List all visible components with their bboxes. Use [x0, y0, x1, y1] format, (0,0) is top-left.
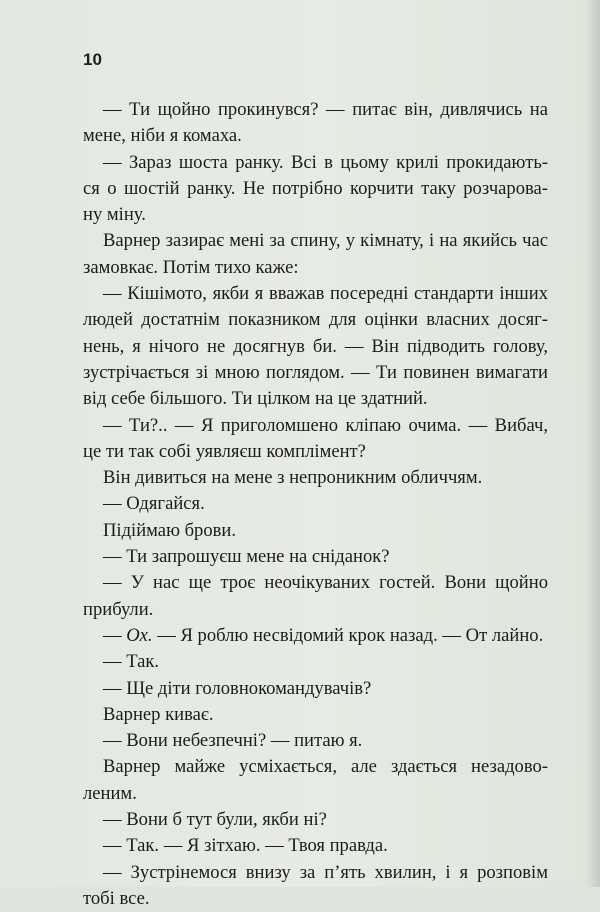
text-body: [83, 97, 548, 912]
text-line: Варнер киває.: [103, 703, 214, 725]
text-line: мене, ніби я комаха.: [83, 125, 242, 147]
text-line-end: — Я роблю несвідомий крок назад. — От лайно.: [152, 624, 544, 646]
text-line: Він дивиться на мене з непроникним обличчям.: [103, 467, 483, 489]
text-line: — Вони б тут були, якби ні?: [103, 809, 327, 831]
text-line: зустрічається зі мною поглядом. — Ти повинен вимагати: [83, 361, 548, 383]
text-line: ну міну.: [83, 204, 146, 226]
text-line: від себе більшого. Ти цілком на це здатний.: [83, 388, 428, 410]
text-line: — Зустрінемося внизу за п’ять хвилин, і я розповім: [103, 861, 548, 883]
text-line: Варнер зазирає мені за спину, у кімнату, і на якийсь час: [103, 230, 548, 252]
text-line: Підіймаю брови.: [103, 519, 237, 541]
text-line: прибули.: [83, 598, 154, 620]
text-line: — Ти щойно прокинувся? — питає він, дивлячись на: [103, 99, 548, 120]
text-line: ся о шостій ранку. Не потрібно корчити таку розчарова-: [83, 177, 548, 199]
text-line: це ти так собі уявляєш комплімент?: [83, 440, 366, 462]
text-line: леним.: [83, 782, 137, 804]
page-number: 10: [83, 50, 102, 69]
text-line: — Одягайся.: [103, 493, 205, 515]
text-line: замовкає. Потім тихо каже:: [83, 256, 299, 278]
text-line: — Ти запрошуєш мене на сніданок?: [103, 546, 390, 568]
text-line: Варнер майже усміхається, але здається незадово-: [103, 756, 548, 778]
text-line: нень, я нічого не досягнув би. — Він підводить голову,: [83, 335, 548, 357]
text-line: — Кішімото, якби я вважав посередні стандарти інших: [103, 283, 548, 305]
text-line: [83, 623, 548, 649]
text-line: — Ти?.. — Я приголомшено кліпаю очима. — Вибач,: [103, 414, 548, 436]
text-line: тобі все.: [83, 887, 150, 909]
italic-exclamation: Ох.: [126, 624, 153, 646]
text-line: — Так.: [103, 651, 160, 673]
text-line: — Так. — Я зітхаю. — Твоя правда.: [103, 835, 388, 857]
text-line-start: —: [103, 624, 127, 646]
text-line: — Зараз шоста ранку. Всі в цьому крилі прокидають-: [103, 151, 548, 173]
text-line: — Вони небезпечні? — питаю я.: [103, 730, 363, 752]
text-line: — Ще діти головнокомандувачів?: [103, 677, 372, 699]
text-line: людей достатнім показником для оцінки власних досяг-: [83, 309, 548, 331]
text-line: — У нас ще троє неочікуваних гостей. Вони щойно: [103, 572, 548, 594]
